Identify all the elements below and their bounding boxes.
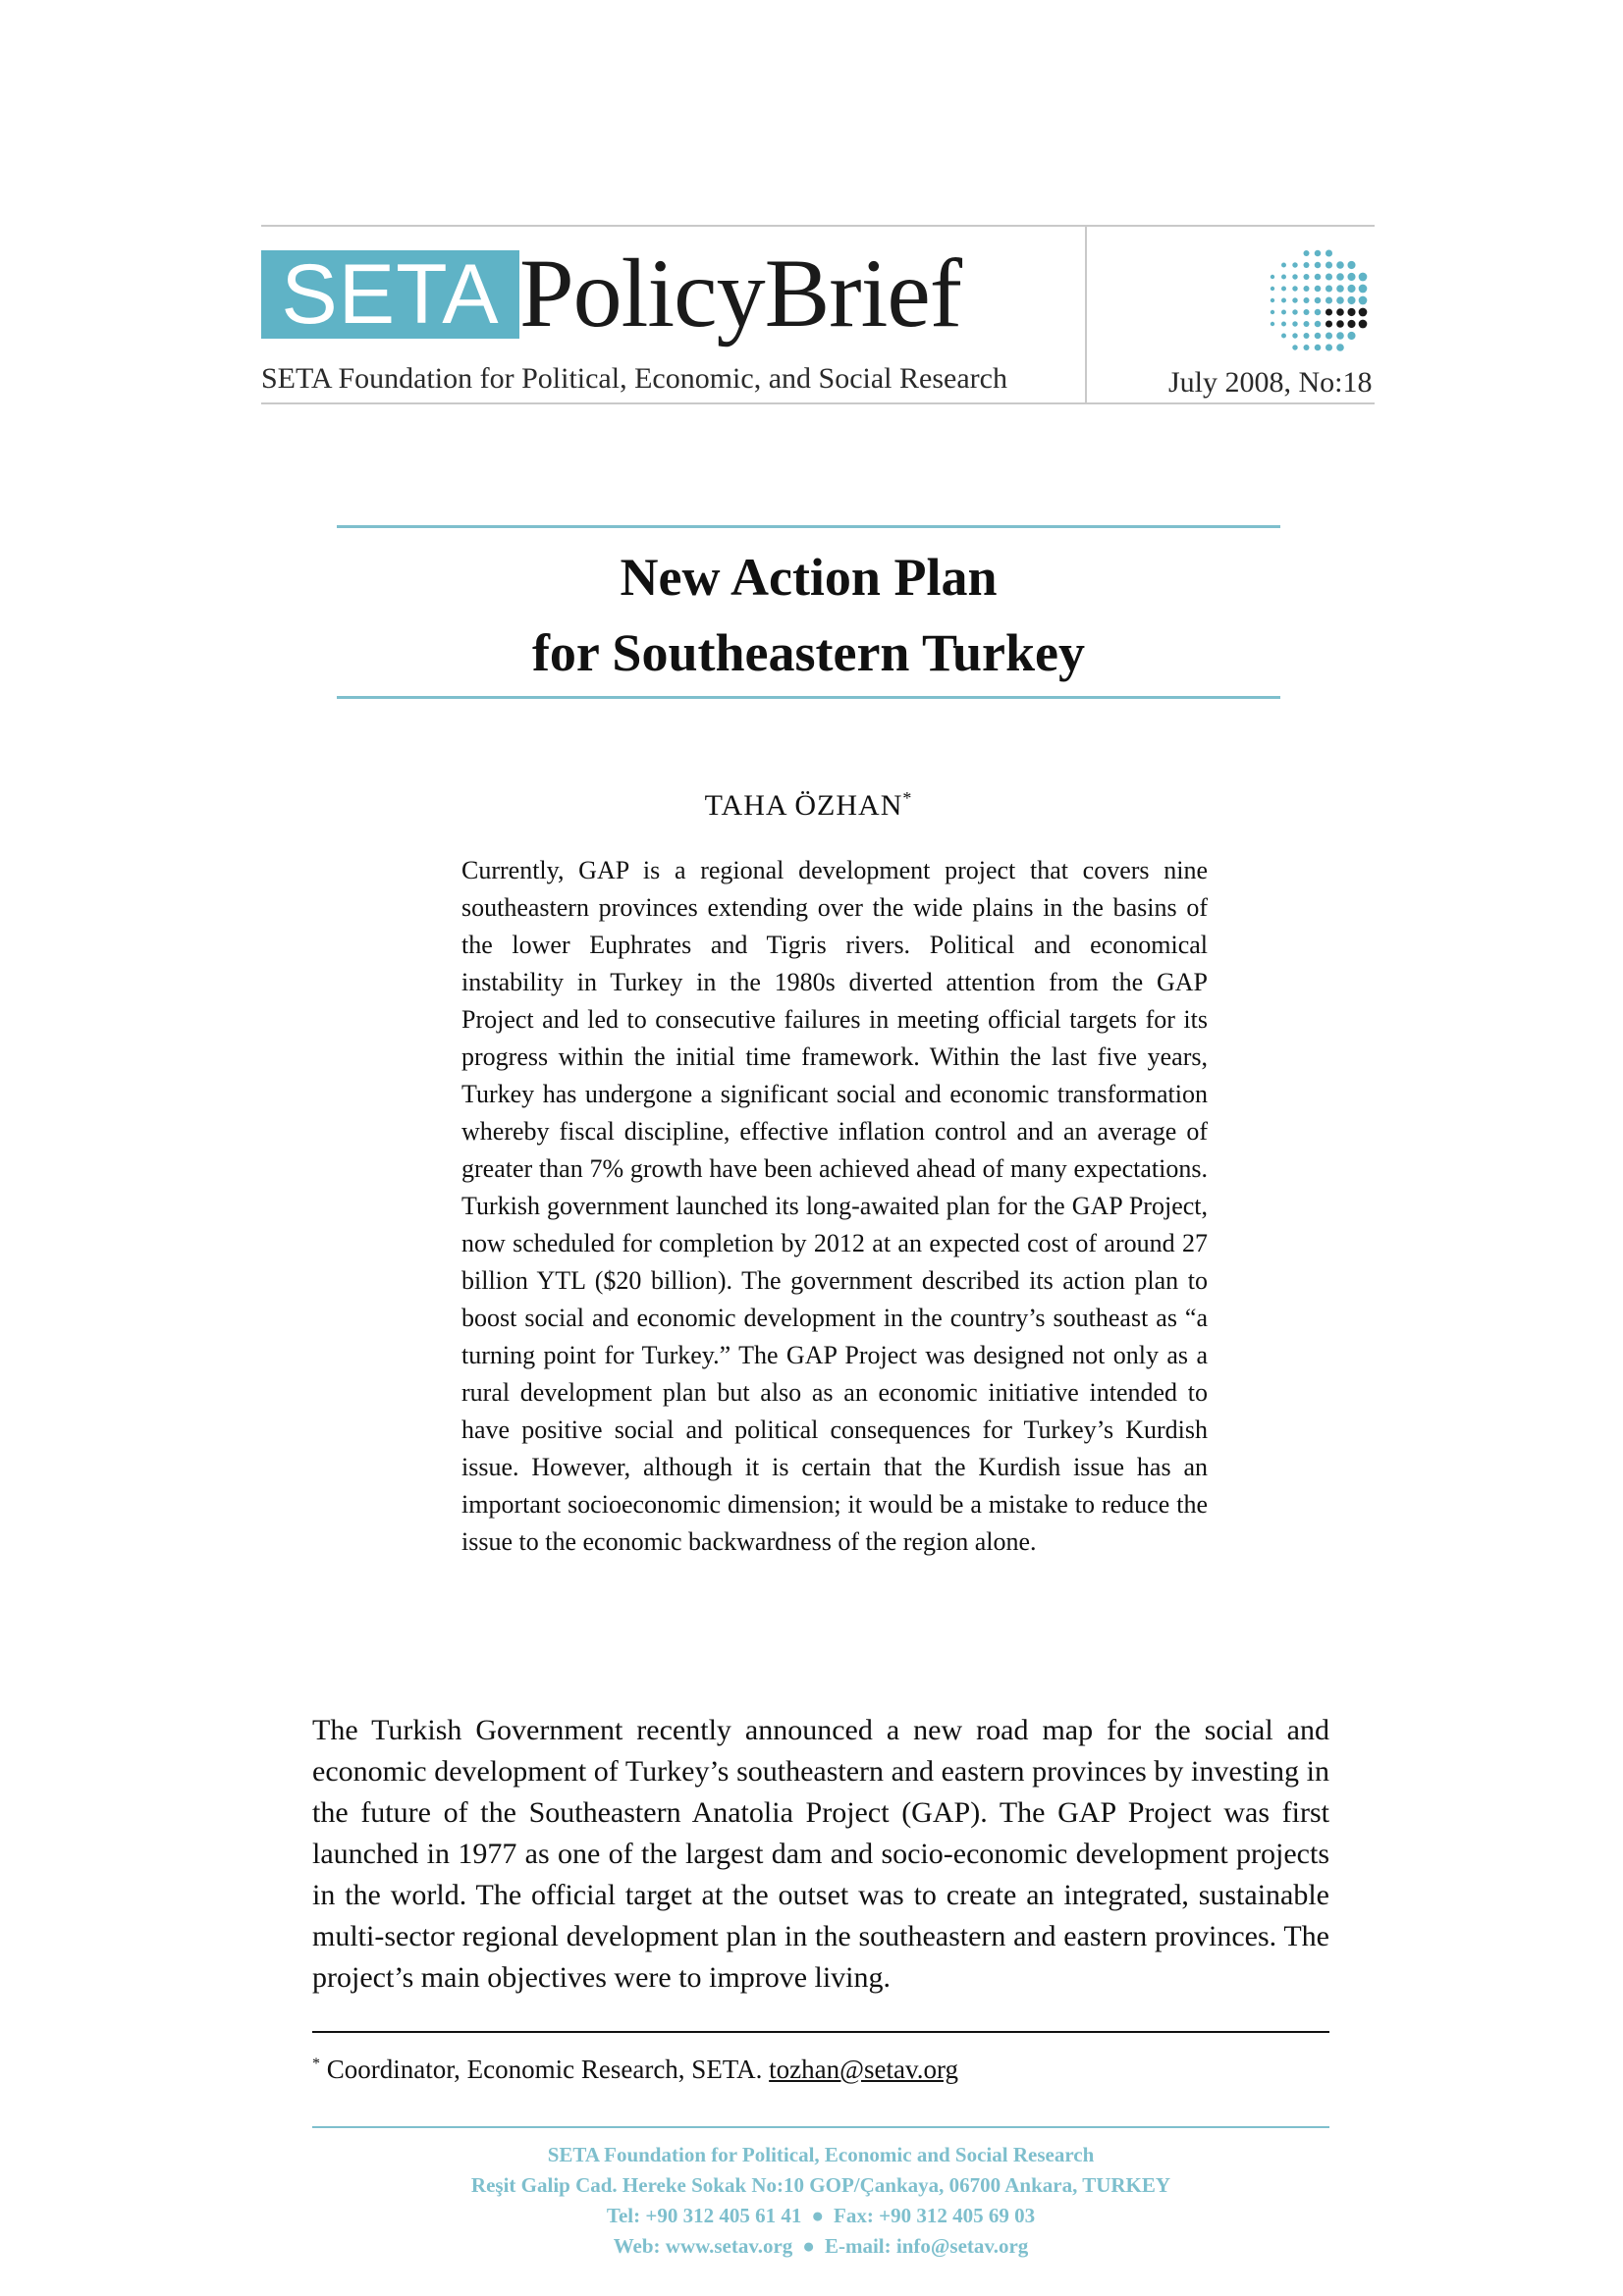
globe-dot [1304,250,1310,256]
logo-policybrief: PolicyBrief [519,239,962,347]
globe-dot [1347,308,1355,316]
footnote-mark: * [312,2056,320,2072]
globe-dot [1347,261,1355,269]
globe-dot [1292,309,1297,314]
globe-dot [1336,273,1344,281]
footer-web-line [312,2231,1329,2262]
globe-dot [1271,322,1274,326]
globe-dot [1292,297,1297,302]
globe-dot [1304,286,1310,292]
author [337,778,1280,826]
globe-dot [1271,298,1274,302]
page-title-line-2: for Southeastern Turkey [531,623,1086,682]
globe-dot [1292,286,1297,291]
footer-fax: Fax: +90 312 405 69 03 [834,2204,1036,2227]
globe-dot [1325,273,1332,280]
globe-dot [1359,285,1368,294]
globe-dot [1292,345,1297,349]
masthead-top-rule [261,225,1375,227]
masthead-divider [1085,225,1087,404]
globe-dot [1281,334,1286,339]
globe-dot [1292,262,1297,267]
title-rule-bottom [337,696,1280,699]
globe-dot [1359,320,1368,329]
dotted-globe-icon [1267,247,1369,355]
footnote-text: Coordinator, Economic Research, SETA. [326,2055,763,2084]
author-name: TAHA ÖZHAN [704,789,903,822]
globe-dot [1336,285,1344,293]
globe-dot [1336,261,1344,269]
globe-dot [1336,296,1344,304]
globe-dot [1315,309,1322,316]
globe-dot [1281,287,1286,292]
masthead-subtitle: SETA Foundation for Political, Economic, and Social Research [261,362,1007,395]
globe-dot [1304,262,1310,268]
globe-dot [1359,308,1368,317]
globe-dot [1304,321,1310,327]
globe-dot [1325,320,1332,327]
globe-dot [1304,333,1310,339]
page-title-line-1: New Action Plan [620,548,998,607]
globe-dot [1347,273,1355,281]
footnote-email-link[interactable]: tozhan@setav.org [769,2055,958,2084]
globe-dot [1281,298,1286,303]
footnote-rule [312,2031,1329,2033]
globe-dot [1315,333,1322,340]
footer-rule [312,2126,1329,2128]
globe-dot [1359,273,1368,282]
globe-dot [1325,285,1332,292]
globe-dot [1325,249,1332,256]
globe-dot [1271,310,1274,314]
globe-dot [1347,285,1355,293]
footer-email-link[interactable]: E-mail: info@setav.org [824,2234,1029,2258]
globe-dot [1325,261,1332,268]
globe-dot [1336,332,1344,340]
globe-dot [1336,320,1344,328]
globe-dot [1281,322,1286,327]
globe-dot [1271,287,1274,291]
issue-date: July 2008, No:18 [1168,366,1373,399]
logo-seta: SETA [261,250,519,339]
footer-separator: ● [811,2204,825,2227]
globe-dot [1347,296,1355,304]
globe-dot [1336,344,1344,351]
footer-org: SETA Foundation for Political, Economic and Social Research [547,2143,1095,2166]
globe-dot [1325,344,1332,350]
globe-dot [1325,332,1332,339]
footnote [312,2047,958,2087]
footer-address: Reşit Galip Cad. Hereke Sokak No:10 GOP/Çankaya, 06700 Ankara, TURKEY [470,2173,1171,2197]
globe-dot [1347,320,1355,328]
globe-dot [1315,297,1322,304]
globe-dot [1359,296,1368,305]
footer-separator: ● [802,2234,815,2258]
globe-dot [1281,263,1286,268]
globe-dot [1292,274,1297,279]
globe-dot [1315,274,1322,281]
title-rule-top [337,525,1280,528]
globe-dot [1315,250,1322,257]
globe-dot [1271,275,1274,279]
body-paragraph: The Turkish Government recently announced a new road map for the social and economic development of Turkey’s southeastern and eastern provinces by investing in the future of the Southeastern Anatolia Project (GAP). The GAP Project was first launched in 1977 as one of the largest dam and socio-economic development projects in the world. The official target at the outset was to create an integrated, sustainable multi-sector regional development plan in the southeastern and eastern provinces. The project’s main objectives were to improve living. [312,1714,1329,1994]
globe-dot [1304,297,1310,303]
globe-dot [1281,310,1286,315]
globe-dot [1292,333,1297,338]
globe-dot [1304,345,1310,350]
globe-dot [1281,275,1286,280]
globe-dot [1292,321,1297,326]
globe-dot [1315,262,1322,269]
globe-dot [1315,345,1322,351]
globe-dot [1304,274,1310,280]
globe-dot [1315,321,1322,328]
globe-dot [1336,308,1344,316]
masthead-bottom-rule [261,402,1375,404]
globe-dot [1347,332,1355,340]
globe-dot [1315,286,1322,293]
author-footnote-mark: * [902,788,913,808]
globe-dot [1304,309,1310,315]
footer-tel: Tel: +90 312 405 61 41 [606,2204,802,2227]
globe-dot [1325,308,1332,315]
abstract: Currently, GAP is a regional development project that covers nine southeastern provinces extending over the wide plains in the basins of the lower Euphrates and Tigris rivers. Political and economical instability in Turkey in the 1980s diverted attention from the GAP Project and led to consecutive failures in meeting official targets for its progress within the initial time framework. Within the last five years, Turkey has undergone a significant social and economic transformation whereby fiscal discipline, effective inflation control and an average of greater than 7% growth have been achieved ahead of many expectations. Turkish government launched its long-awaited plan for the GAP Project, now scheduled for completion by 2012 at an expected cost of around 27 billion YTL ($20 billion). The government described its action plan to boost social and economic development in the country’s southeast as “a turning point for Turkey.” The GAP Project was designed not only as a rural development plan but also as an economic initiative intended to have positive social and political consequences for Turkey’s Kurdish issue. However, although it is certain that the Kurdish issue has an important socioeconomic dimension; it would be a mistake to reduce the issue to the economic backwardness of the region alone. [461,856,1208,1556]
globe-dot [1325,296,1332,303]
footer-web-link[interactable]: Web: www.setav.org [613,2234,793,2258]
footer-phone-line [312,2201,1329,2231]
